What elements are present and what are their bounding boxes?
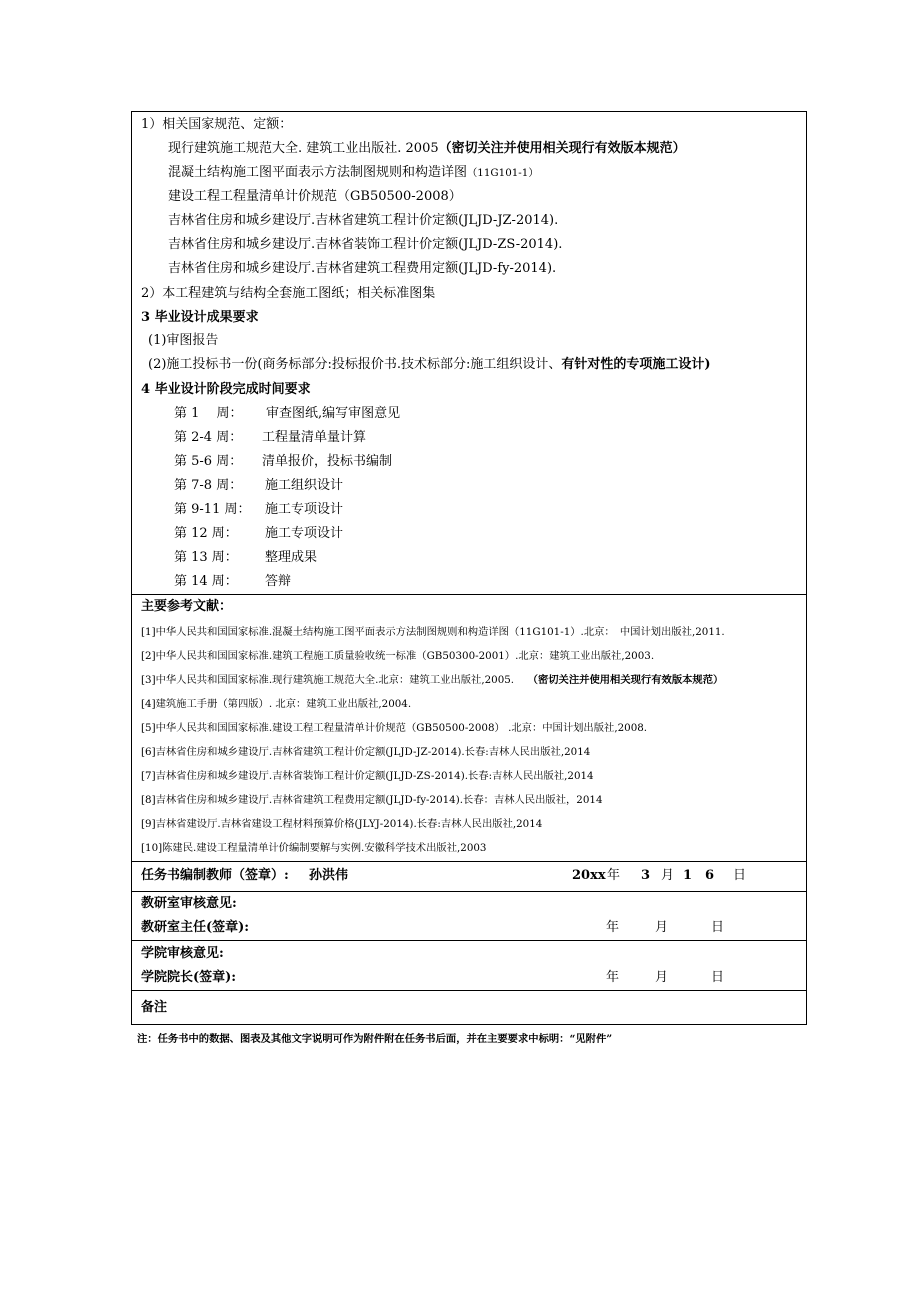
office-year-label: 年 (606, 920, 620, 935)
schedule-week: 第 1 周： (174, 406, 243, 421)
schedule-task: 施工专项设计 (265, 526, 344, 541)
schedule-task: 清单报价，投标书编制 (262, 454, 393, 469)
divider-references (131, 594, 807, 595)
deliverable-2 (148, 355, 711, 375)
norm-line-6: 吉林省住房和城乡建设厅.吉林省建筑工程费用定额(JLJD-fy-2014). (168, 261, 557, 276)
office-director-label: 教研室主任(签章): (141, 920, 250, 935)
references-heading: 主要参考文献： (141, 599, 233, 614)
date-month-value: 3 (641, 868, 651, 883)
norm-line-2-text: 混凝土结构施工图平面表示方法制图规则和构造详图 (168, 165, 468, 180)
college-dean-label: 学院院长(签章): (141, 970, 237, 985)
divider-remarks (131, 990, 807, 991)
remarks-label: 备注 (141, 1000, 168, 1015)
reference-item: [5]中华人民共和国国家标准.建设工程工程量清单计价规范（GB50500-2008） .北京：中国计划出版社,2008. (141, 722, 648, 734)
norm-line-1 (168, 139, 686, 159)
schedule-task: 审查图纸,编写审图意见 (266, 406, 401, 421)
section3-heading: 3 毕业设计成果要求 (141, 310, 259, 325)
college-year-label: 年 (606, 970, 620, 985)
reference-item: [2]中华人民共和国国家标准.建筑工程施工质量验收统一标准（GB50300-2001）.北京：建筑工业出版社,2003. (141, 650, 655, 662)
footnote: 注：任务书中的数据、图表及其他文字说明可作为附件附在任务书后面，并在主要要求中标明：“见附件” (137, 1033, 613, 1045)
deliverable-2-text: (2)施工投标书一份(商务标部分:投标报价书.技术标部分:施工组织设计、 (148, 357, 562, 372)
reference-item-text: [3]中华人民共和国国家标准.现行建筑施工规范大全.北京：建筑工业出版社,2005. (141, 674, 515, 686)
date-year-label: 年 (607, 868, 621, 883)
reference-item: [10]陈建民.建设工程量清单计价编制要解与实例.安徽科学技术出版社,2003 (141, 842, 487, 854)
schedule-task: 工程量清单量计算 (262, 430, 367, 445)
reference-item (141, 670, 723, 690)
date-year-value: 20xx (572, 868, 606, 883)
schedule-week: 第 2-4 周： (174, 430, 243, 445)
divider-office (131, 891, 807, 892)
section4-heading: 4 毕业设计阶段完成时间要求 (141, 382, 311, 397)
norm-line-4: 吉林省住房和城乡建设厅.吉林省建筑工程计价定额(JLJD-JZ-2014). (168, 213, 559, 228)
schedule-week: 第 13 周： (174, 550, 238, 565)
office-day-label: 日 (711, 920, 725, 935)
schedule-week: 第 14 周： (174, 574, 238, 589)
norm-line-2-code: （11G101-1） (467, 167, 539, 179)
schedule-week: 第 12 周： (174, 526, 238, 541)
norm-line-5: 吉林省住房和城乡建设厅.吉林省装饰工程计价定额(JLJD-ZS-2014). (168, 237, 563, 252)
reference-item: [9]吉林省建设厅.吉林省建设工程材料预算价格(JLYJ-2014).长春:吉林人民出版社,2014 (141, 818, 543, 830)
schedule-task: 整理成果 (265, 550, 318, 565)
schedule-task: 施工组织设计 (265, 478, 344, 493)
schedule-week: 第 9-11 周： (174, 502, 251, 517)
date-month-label: 月 (661, 868, 675, 883)
reference-item: [7]吉林省住房和城乡建设厅.吉林省装饰工程计价定额(JLJD-ZS-2014).长春:吉林人民出版社,2014 (141, 770, 594, 782)
norm-line-1-note: （密切关注并使用相关现行有效版本规范） (438, 141, 686, 156)
date-day-value: 1 6 (683, 868, 715, 883)
schedule-task: 答辩 (265, 574, 292, 589)
teacher-signature-label: 任务书编制教师（签章）: (141, 868, 289, 883)
divider-teacher (131, 861, 807, 862)
reference-item: [6]吉林省住房和城乡建设厅.吉林省建筑工程计价定额(JLJD-JZ-2014).长春:吉林人民出版社,2014 (141, 746, 591, 758)
schedule-task: 施工专项设计 (265, 502, 344, 517)
norm-line-1-text: 现行建筑施工规范大全. 建筑工业出版社. 2005 (168, 141, 439, 156)
section1-heading: 1）相关国家规范、定额： (141, 117, 293, 132)
reference-item: [1]中华人民共和国国家标准.混凝土结构施工图平面表示方法制图规则和构造详图（11G101-1）.北京： 中国计划出版社,2011. (141, 626, 725, 638)
office-opinion-label: 教研室审核意见: (141, 896, 237, 911)
norm-line-3: 建设工程工程量清单计价规范（GB50500-2008） (168, 189, 462, 204)
teacher-name: 孙洪伟 (309, 868, 349, 883)
office-month-label: 月 (655, 920, 669, 935)
deliverable-1: (1)审图报告 (148, 333, 219, 348)
schedule-week: 第 5-6 周： (174, 454, 243, 469)
reference-item: [8]吉林省住房和城乡建设厅.吉林省建筑工程费用定额(JLJD-fy-2014).长春：吉林人民出版社，2014 (141, 794, 603, 806)
college-opinion-label: 学院审核意见: (141, 946, 224, 961)
reference-item: [4]建筑施工手册（第四版）. 北京：建筑工业出版社,2004. (141, 698, 412, 710)
section2-heading: 2）本工程建筑与结构全套施工图纸；相关标准图集 (141, 286, 436, 301)
date-day-label: 日 (733, 868, 747, 883)
norm-line-2 (168, 163, 539, 183)
college-day-label: 日 (711, 970, 725, 985)
college-month-label: 月 (655, 970, 669, 985)
divider-college (131, 940, 807, 941)
reference-item-note: （密切关注并使用相关现行有效版本规范） (527, 674, 724, 686)
deliverable-2-bold: 有针对性的专项施工设计) (561, 357, 711, 372)
schedule-week: 第 7-8 周： (174, 478, 243, 493)
